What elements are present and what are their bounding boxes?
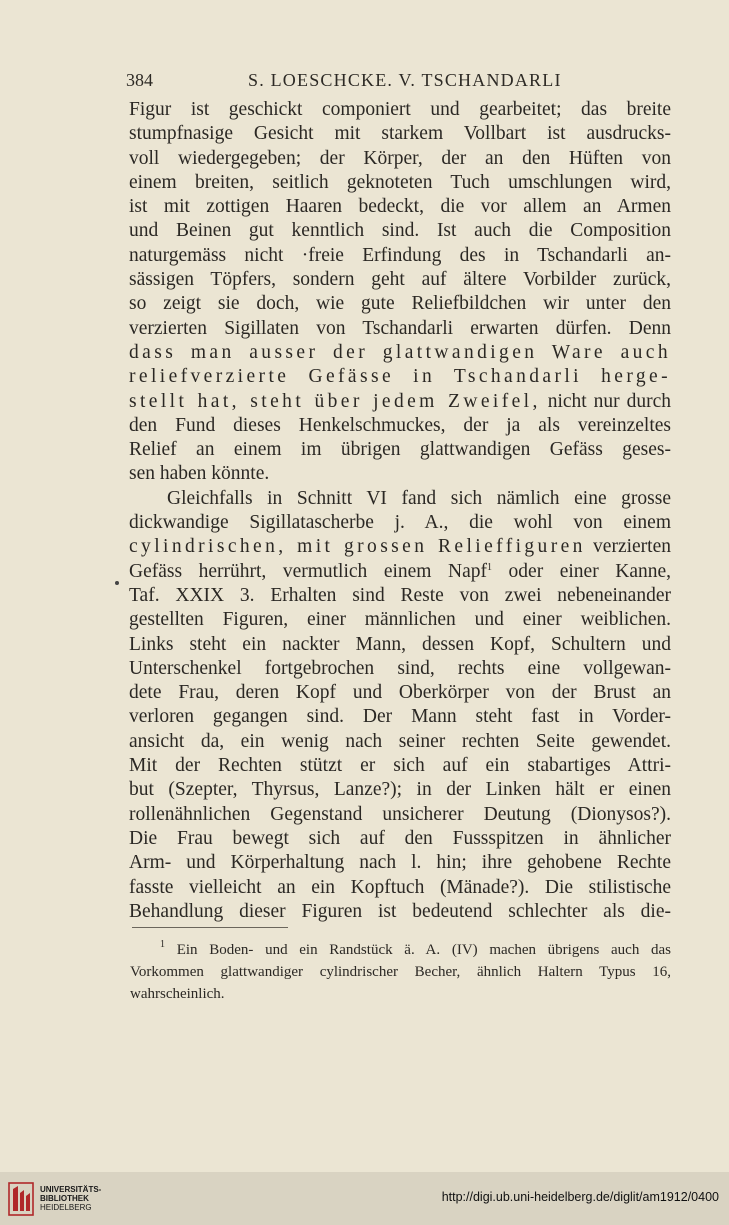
- text-line: Taf. XXIX 3. Erhalten sind Reste von zwei nebeneinander: [129, 584, 671, 606]
- text-line: fasste vielleicht an ein Kopftuch (Mänade?). Die stilistische: [129, 876, 671, 898]
- text-line: Mit der Rechten stützt er sich auf ein stabartiges Attri-: [129, 755, 671, 777]
- margin-mark: [115, 581, 119, 585]
- text-line: gestellten Figuren, einer männlichen und einer weiblichen.: [129, 609, 671, 631]
- text-line-spaced: dass man ausser der glattwandigen Ware auch: [129, 341, 671, 363]
- footnote-rule: [132, 927, 288, 928]
- footnote-line: [130, 939, 671, 961]
- library-name: [40, 1185, 101, 1212]
- text-line-spaced: reliefverzierte Gefässe in Tschandarli herge-: [129, 366, 671, 388]
- footnote-text: Ein Boden- und ein Randstück ä. A. (IV) machen übrigens auch das: [176, 942, 672, 958]
- text-line: dickwandige Sigillatascherbe j. A., die wohl von einem: [129, 512, 671, 534]
- text-line: so zeigt sie doch, wie gute Reliefbildchen wir unter den: [129, 293, 671, 315]
- text-line: [129, 390, 671, 414]
- footnote-line: wahrscheinlich.: [130, 986, 225, 1002]
- text-line: voll wiedergegeben; der Körper, der an den Hüften von: [129, 147, 671, 169]
- text-line: Arm- und Körperhaltung nach l. hin; ihre gehobene Rechte: [129, 852, 671, 874]
- text-line: einem breiten, seitlich geknoteten Tuch umschlungen wird,: [129, 171, 671, 193]
- library-name-line: HEIDELBERG: [40, 1203, 92, 1212]
- text-line: Behandlung dieser Figuren ist bedeutend schlechter als die-: [129, 900, 671, 922]
- text-line: stumpfnasige Gesicht mit starkem Vollbart ist ausdrucks-: [129, 123, 671, 145]
- text-line: ansicht da, ein wenig nach seiner rechten Seite gewendet.: [129, 730, 671, 752]
- footnote-reference: 1: [487, 561, 492, 573]
- text-line: verzierten Sigillaten von Tschandarli erwarten dürfen. Denn: [129, 317, 671, 339]
- page-number: 384: [126, 70, 153, 90]
- text-line: Unterschenkel fortgebrochen sind, rechts eine vollgewan-: [129, 657, 671, 679]
- text-line: dete Frau, deren Kopf und Oberkörper von der Brust an: [129, 682, 671, 704]
- running-title: S. LOESCHCKE. V. TSCHANDARLI: [248, 70, 562, 90]
- text-line: sässigen Töpfers, sondern geht auf ältere Vorbilder zurück,: [129, 269, 671, 291]
- permalink-url[interactable]: http://digi.ub.uni-heidelberg.de/diglit/am1912/0400: [441, 1190, 719, 1204]
- text-line: den Fund dieses Henkelschmuckes, der ja als vereinzeltes: [129, 414, 671, 436]
- spaced-phrase: stellt hat, steht über jedem Zweifel,: [129, 390, 541, 412]
- footnote-marker: 1: [160, 939, 165, 950]
- body-text: [129, 98, 671, 924]
- digitization-footer: [0, 1172, 729, 1225]
- text-line: [129, 535, 671, 559]
- footnotes: [130, 939, 671, 1005]
- running-header: [126, 70, 672, 94]
- text-line: Gleichfalls in Schnitt VI fand sich nämlich eine grosse: [167, 487, 671, 509]
- plain-phrase: verzierten: [585, 536, 671, 558]
- text-line: Relief an einem im übrigen glattwandigen Gefäss geses-: [129, 439, 671, 461]
- spaced-phrase: cylindrischen, mit grossen Relieffiguren: [129, 536, 586, 558]
- plain-phrase: nicht nur durch: [540, 390, 671, 412]
- library-name-line: UNIVERSITÄTS-: [40, 1185, 102, 1194]
- text-line: und Beinen gut kenntlich sind. Ist auch die Composition: [129, 220, 671, 242]
- text-line: verloren gegangen sind. Der Mann steht fast in Vorder-: [129, 706, 671, 728]
- text-line: but (Szepter, Thyrsus, Lanze?); in der Linken hält er einen: [129, 779, 671, 801]
- text-line: Figur ist geschickt componiert und gearbeitet; das breite: [129, 99, 671, 120]
- footnote-line: Vorkommen glattwandiger cylindrischer Becher, ähnlich Haltern Typus 16,: [130, 964, 671, 980]
- plain-phrase: Gefäss herrührt, vermutlich einem Napf: [129, 560, 487, 582]
- text-line: Die Frau bewegt sich auf den Fussspitzen in ähnlicher: [129, 827, 671, 849]
- plain-phrase: oder einer Kanne,: [492, 560, 672, 582]
- text-line: sen haben könnte.: [129, 463, 270, 485]
- text-line: Links steht ein nackter Mann, dessen Kopf, Schultern und: [129, 633, 671, 655]
- text-line: [129, 560, 671, 584]
- text-line: naturgemäss nicht ·freie Erfindung des in Tschandarli an-: [129, 244, 671, 266]
- text-line: ist mit zottigen Haaren bedeckt, die vor allem an Armen: [129, 196, 671, 218]
- text-line: rollenähnlichen Gegenstand unsicherer Deutung (Dionysos?).: [129, 803, 671, 825]
- library-name-line: BIBLIOTHEK: [40, 1194, 89, 1203]
- university-library-logo-icon: [8, 1181, 34, 1217]
